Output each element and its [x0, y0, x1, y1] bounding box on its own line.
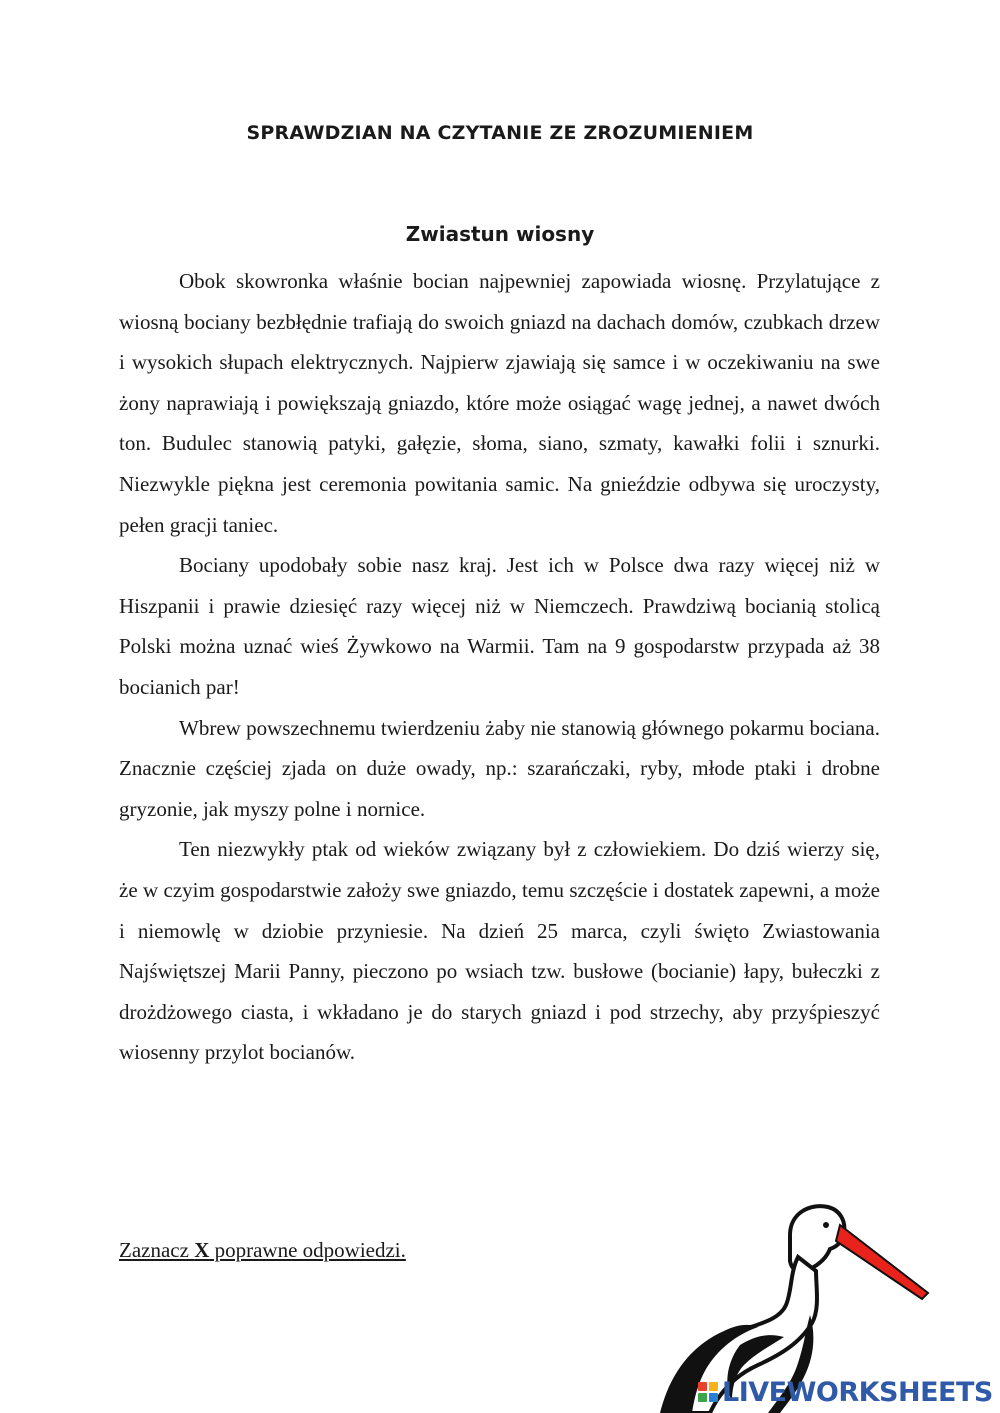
paragraph-1: Obok skowronka właśnie bocian najpewniej zapowiada wiosnę. Przylatujące z wiosną bociany bezbłędnie trafiają do swoich gniazd na dachach domów, czubkach drzew i wysokich słupach elektrycznych. Najpierw zjawiają się samce i w oczekiwaniu na swe żony naprawiają i powiększają gniazdo, które może osiągać wagę jednej, a nawet dwóch ton. Budulec stanowią patyki, gałęzie, słoma, siano, szmaty, kawałki folii i sznurki. Niezwykle piękna jest ceremonia powitania samic. Na gnieździe odbywa się uroczysty, pełen gracji taniec. — [119, 269, 880, 537]
paragraph-4: Ten niezwykły ptak od wieków związany był z człowiekiem. Do dziś wierzy się, że w czyim gospodarstwie założy swe gniazdo, temu szczęście i dostatek zapewni, a może i niemowlę w dziobie przyniesie. Na dzień 25 marca, czyli święto Zwiastowania Najświętszej Marii Panny, pieczono po wsiach tzw. busłowe (bocianie) łapy, bułeczki z drożdżowego ciasta, i wkładano je do starych gniazd i pod strzechy, aby przyśpieszyć wiosenny przylot bocianów. — [119, 837, 880, 1065]
logo-square-l — [698, 1382, 707, 1391]
task-instruction — [119, 1238, 406, 1263]
watermark-text: LIVEWORKSHEETS — [722, 1376, 993, 1408]
logo-square-v — [698, 1393, 707, 1402]
paragraph-2: Bociany upodobały sobie nasz kraj. Jest ich w Polsce dwa razy więcej niż w Hiszpanii i prawie dziesięć razy więcej niż w Niemczech. Prawdziwą bocianią stolicą Polski można uznać wieś Żywkowo na Warmii. Tam na 9 gospodarstw przypada aż 38 bocianich par! — [119, 553, 880, 699]
reading-text — [119, 261, 880, 1073]
logo-square-e — [709, 1393, 718, 1402]
liveworksheets-logo-icon — [698, 1382, 718, 1402]
logo-square-i — [709, 1382, 718, 1391]
instruction-mark: X — [194, 1238, 210, 1262]
text-title: Zwiastun wiosny — [405, 222, 595, 246]
instruction-suffix: poprawne odpowiedzi. — [209, 1238, 406, 1262]
instruction-prefix: Zaznacz — [119, 1238, 195, 1262]
liveworksheets-watermark — [698, 1374, 993, 1410]
page-title: SPRAWDZIAN NA CZYTANIE ZE ZROZUMIENIEM — [246, 122, 754, 144]
paragraph-3: Wbrew powszechnemu twierdzeniu żaby nie stanowią głównego pokarmu bociana. Znacznie częściej zjada on duże owady, np.: szarańczaki, ryby, młode ptaki i drobne gryzonie, jak myszy polne i nornice. — [119, 715, 880, 821]
